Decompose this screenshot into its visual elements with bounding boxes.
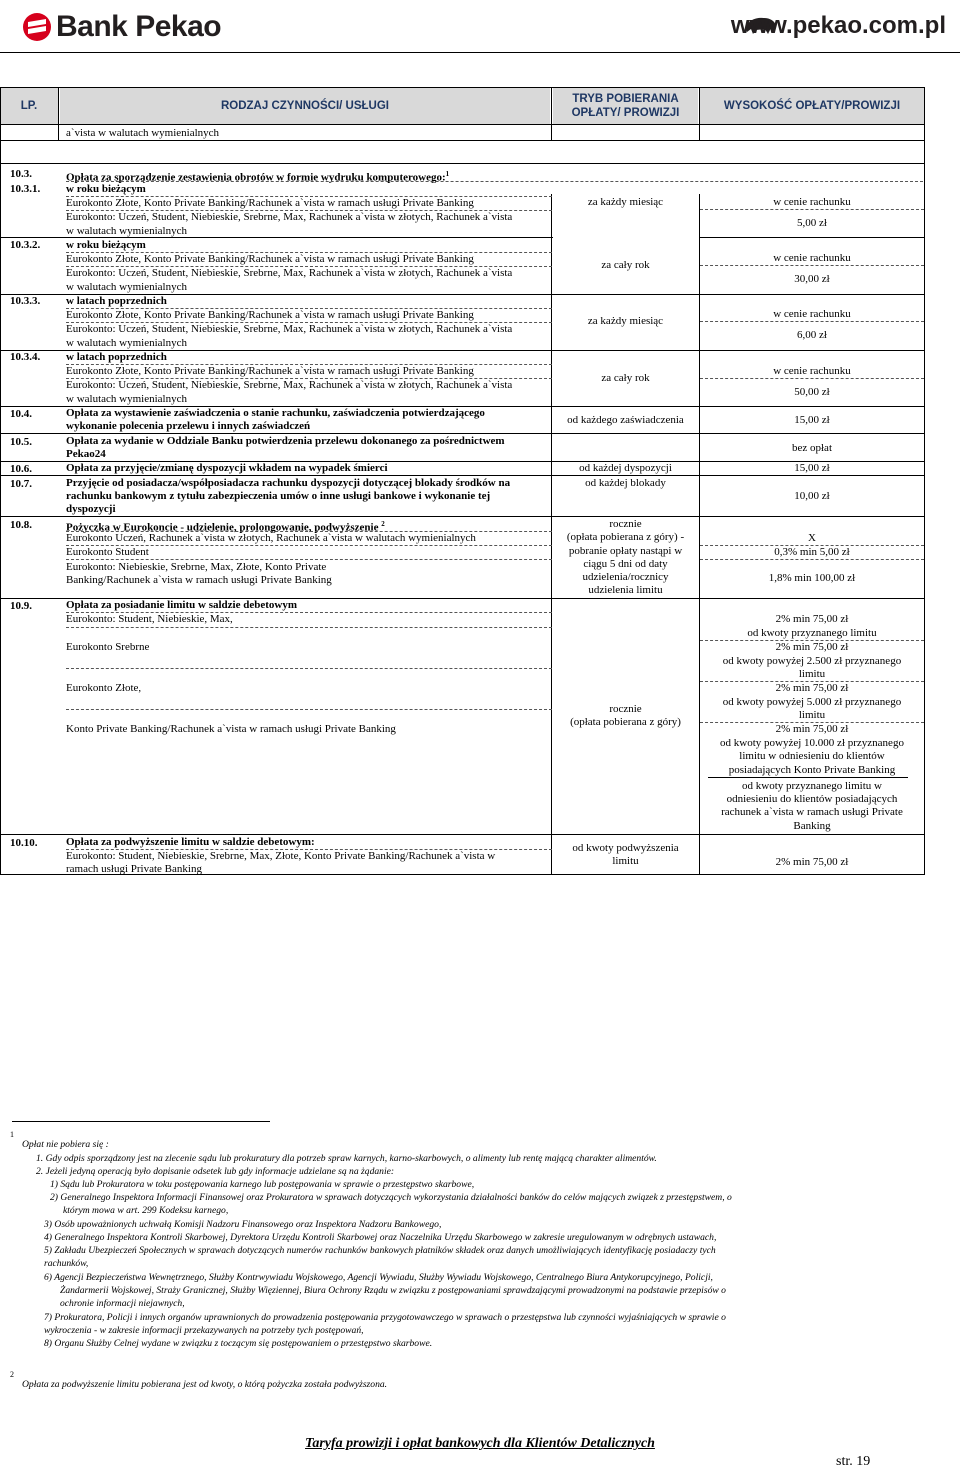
dash-separator xyxy=(700,209,924,210)
fee-value: 15,00 zł xyxy=(794,462,830,474)
account-line: Konto Private Banking/Rachunek a`vista w ramach usługi Private Banking xyxy=(66,723,396,735)
fee-value: 50,00 zł xyxy=(794,386,830,398)
fee-value: w cenie rachunku xyxy=(773,308,851,320)
fee-value: 0,3% min 5,00 zł xyxy=(774,546,850,558)
account-line: ramach usługi Private Banking xyxy=(66,863,202,875)
row-border xyxy=(0,516,924,517)
account-line: w walutach wymienialnych xyxy=(66,393,187,405)
charge-mode: rocznie xyxy=(609,518,642,530)
footnote-line: wykroczenia - w zakresie informacji przekazywanych na potrzeby tych postępowań, xyxy=(44,1325,364,1336)
row-number: 10.5. xyxy=(10,436,32,448)
account-line: Eurokonto Złote, xyxy=(66,682,142,694)
account-line: Eurokonto: Student, Niebieskie, Max, xyxy=(66,613,233,625)
row-title: rachunku bankowym z tytułu zabezpieczenia umów o inne usługi bankowe i wykonanie tej xyxy=(66,490,491,502)
row-number: 10.3. xyxy=(10,168,32,180)
fee-value: 15,00 zł xyxy=(794,414,830,426)
footnote-line: 6) Agencji Bezpieczeństwa Wewnętrznego, Służby Kontrwywiadu Wojskowego, Agencji Wywiadu, Służby Wywiadu Wojskowego, Centralnego Biura Antykorupcyjnego, Policji, xyxy=(44,1272,713,1283)
row-title: wykonanie polecenia przelewu i innych zaświadczeń xyxy=(66,420,311,432)
row-number: 10.7. xyxy=(10,478,32,490)
row-number: 10.8. xyxy=(10,519,32,531)
row-border xyxy=(0,433,924,434)
fee-value: rachunek a`vista w ramach usługi Private xyxy=(721,806,903,818)
account-line: Eurokonto Złote, Konto Private Banking/Rachunek a`vista w ramach usługi Private Banking xyxy=(66,253,474,265)
dash-separator xyxy=(66,559,552,560)
row-number: 10.3.4. xyxy=(10,351,41,363)
row-border xyxy=(699,237,924,238)
row-number: 10.10. xyxy=(10,837,38,849)
footnote-line: 1. Gdy odpis sporządzony jest na zlecenie sądu lub prokuratury dla potrzeb spraw karnych, karno-skarbowych, o alimenty lub rentę mającą charakter alimentów. xyxy=(36,1153,657,1164)
account-line: Banking/Rachunek a`vista w ramach usługi Private Banking xyxy=(66,574,332,586)
fee-value: w cenie rachunku xyxy=(773,196,851,208)
fee-value: Banking xyxy=(793,820,831,832)
charge-mode: udzielenia limitu xyxy=(588,584,663,596)
row-number: 10.3.2. xyxy=(10,239,41,251)
charge-mode: za cały rok xyxy=(601,259,650,271)
footnote-line: Żandarmerii Wojskowej, Straży Granicznej, Służby Więziennej, Biura Ochrony Rządu w związku z postępowaniami sprawdzającymi prowadzonymi na podstawie przepisów o xyxy=(60,1285,726,1296)
fee-value: X xyxy=(808,532,816,544)
footnote-line: 4) Generalnego Inspektora Kontroli Skarbowej, Dyrektora Urzędu Kontroli Skarbowej oraz Naczelnika Urzędu Skarbowego w zakresie uregulowanym w odrębnych ustawach, xyxy=(44,1232,717,1243)
row-title: Przyjęcie od posiadacza/współposiadacza rachunku dyspozycji dotyczącej blokady środków na xyxy=(66,477,511,489)
footnote-line: Opłata za podwyższenie limitu pobierana jest od kwoty, o którą pożyczka została podwyższona. xyxy=(22,1379,388,1390)
row-title: w latach poprzednich xyxy=(66,295,167,307)
account-line: Eurokonto: Student, Niebieskie, Srebrne, Max, Złote, Konto Private Banking/Rachunek a`vista w xyxy=(66,850,496,862)
footnote-mark: 1 xyxy=(10,1130,14,1139)
col-header-lp: LP. xyxy=(0,88,58,124)
account-line: w walutach wymienialnych xyxy=(66,225,187,237)
account-line: Eurokonto Złote, Konto Private Banking/Rachunek a`vista w ramach usługi Private Banking xyxy=(66,309,474,321)
account-line: w walutach wymienialnych xyxy=(66,337,187,349)
footnote-line: 7) Prokuratora, Policji i innych organów uprawnionych do prowadzenia postępowania przygotowawczego w sprawach o przestępstwa lub czynności wyjaśniających w sprawie o xyxy=(44,1312,726,1323)
row-border xyxy=(0,475,924,476)
dash-separator xyxy=(66,709,552,710)
charge-mode: ciągu 5 dni od daty xyxy=(583,558,668,570)
header-rule xyxy=(0,52,960,53)
account-line: Eurokonto Uczeń, Rachunek a`vista w złotych, Rachunek a`vista w walutach wymienialnych xyxy=(66,532,476,544)
row-number: 10.4. xyxy=(10,408,32,420)
table-border xyxy=(58,87,59,141)
footnote-line: którym mowa w art. 299 Kodeksu karnego, xyxy=(63,1205,229,1216)
footnote-line: 5) Zakładu Ubezpieczeń Społecznych w sprawach dotyczących numerów rachunków bankowych płatników składek oraz danych umożliwiających identyfikację posiadaczy tych xyxy=(44,1245,716,1256)
table-border xyxy=(0,163,925,164)
row-border xyxy=(0,834,924,835)
footnote-line: 1) Sądu lub Prokuratora w toku postępowania karnego lub postępowania w sprawie o przestępstwo skarbowe, xyxy=(50,1179,475,1190)
col-header-wysokosc: WYSOKOŚĆ OPŁATY/PROWIZJI xyxy=(700,88,924,124)
footer-title: Taryfa prowizji i opłat bankowych dla Klientów Detalicznych xyxy=(305,1436,655,1451)
row-title: w roku bieżącym xyxy=(66,183,146,195)
account-line: Eurokonto Złote, Konto Private Banking/Rachunek a`vista w ramach usługi Private Banking xyxy=(66,197,474,209)
row-title: Pożyczka w Eurokoncie - udzielenie, prolongowanie, podwyższenie $^2$ xyxy=(66,520,385,534)
dash-separator xyxy=(700,265,924,266)
fee-value: 6,00 zł xyxy=(797,329,827,341)
charge-mode: udzielenia/rocznicy xyxy=(582,571,669,583)
dash-separator xyxy=(66,181,923,182)
charge-mode: za cały rok xyxy=(601,372,650,384)
fee-value: od kwoty powyżej 5.000 zł przyznanego xyxy=(722,696,902,708)
fee-value: 2% min 75,00 zł xyxy=(775,613,849,625)
charge-mode: od każdej blokady xyxy=(585,477,666,489)
fee-value: odniesieniu do klientów posiadających xyxy=(726,793,898,805)
dash-separator xyxy=(66,668,552,669)
table-border xyxy=(551,194,552,875)
fee-value: od kwoty powyżej 10.000 zł przyznanego xyxy=(720,737,904,749)
fee-value: w cenie rachunku xyxy=(773,252,851,264)
account-line: Eurokonto Srebrne xyxy=(66,641,150,653)
page-number: str. 19 xyxy=(836,1454,871,1469)
table-border xyxy=(0,124,925,125)
row-title: Opłata za podwyższenie limitu w saldzie debetowym: xyxy=(66,836,315,848)
row-number: 10.3.1. xyxy=(10,183,41,195)
fee-value: 10,00 zł xyxy=(794,490,830,502)
table-border xyxy=(0,87,1,875)
table-border xyxy=(0,140,925,141)
fee-value: limitu xyxy=(798,709,826,721)
row-number: 10.6. xyxy=(10,463,32,475)
row-title: Opłata za wydanie w Oddziale Banku potwierdzenia przelewu dokonanego za pośrednictwem xyxy=(66,435,505,447)
website-link[interactable]: www.pekao.com.pl xyxy=(730,12,946,39)
fee-value: 2% min 75,00 zł xyxy=(775,856,849,868)
continued-text: a`vista w walutach wymienialnych xyxy=(66,127,220,139)
row-border xyxy=(0,237,553,238)
bank-name: Bank Pekao xyxy=(56,10,222,43)
fee-value: 2% min 75,00 zł xyxy=(775,723,849,735)
footnote-line: rachunków, xyxy=(44,1258,89,1269)
account-line: Eurokonto: Uczeń, Student, Niebieskie, Srebrne, Max, Rachunek a`vista w złotych, Rachunek a`vista xyxy=(66,323,513,335)
fee-value: 2% min 75,00 zł xyxy=(775,682,849,694)
row-title: w latach poprzednich xyxy=(66,351,167,363)
fee-value: 30,00 zł xyxy=(794,273,830,285)
footnote-mark: 2 xyxy=(10,1370,14,1379)
table-border xyxy=(551,87,552,141)
col-header-rodzaj: RODZAJ CZYNNOŚCI/ USŁUGI xyxy=(60,88,550,124)
account-line: Eurokonto: Uczeń, Student, Niebieskie, Srebrne, Max, Rachunek a`vista w złotych, Rachunek a`vista xyxy=(66,211,513,223)
table-border xyxy=(924,87,925,875)
row-number: 10.9. xyxy=(10,600,32,612)
cell-rule xyxy=(708,777,908,778)
row-number: 10.3.3. xyxy=(10,295,41,307)
charge-mode: od kwoty podwyższenia xyxy=(572,842,679,854)
charge-mode: od każdego zaświadczenia xyxy=(567,414,684,426)
row-title: Opłata za wystawienie zaświadczenia o stanie rachunku, zaświadczenia potwierdzającego xyxy=(66,407,485,419)
account-line: Eurokonto: Uczeń, Student, Niebieskie, Srebrne, Max, Rachunek a`vista w złotych, Rachunek a`vista xyxy=(66,267,513,279)
charge-mode: (opłata pobierana z góry) - xyxy=(566,531,685,543)
fee-value: od kwoty przyznanego limitu w xyxy=(742,780,882,792)
fee-value: od kwoty przyznanego limitu xyxy=(747,627,877,639)
row-title: Opłata za posiadanie limitu w saldzie debetowym xyxy=(66,599,298,611)
charge-mode: za każdy miesiąc xyxy=(587,315,664,327)
footnote-line: 3) Osób upoważnionych uchwałą Komisji Nadzoru Finansowego oraz Inspektora Nadzoru Bankowego, xyxy=(44,1219,442,1230)
charge-mode: (opłata pobierana z góry) xyxy=(570,716,681,728)
table-border xyxy=(0,87,925,88)
fee-value: od kwoty powyżej 2.500 zł przyznanego xyxy=(722,655,902,667)
row-title: Opłata za przyjęcie/zmianę dyspozycji wkładem na wypadek śmierci xyxy=(66,462,388,474)
charge-mode: limitu xyxy=(612,855,639,867)
charge-mode: od każdej dyspozycji xyxy=(579,462,672,474)
dash-separator xyxy=(700,378,924,379)
account-line: Eurokonto: Uczeń, Student, Niebieskie, Srebrne, Max, Rachunek a`vista w złotych, Rachunek a`vista xyxy=(66,379,513,391)
footnote-rule xyxy=(12,1121,270,1122)
row-title: w roku bieżącym xyxy=(66,239,146,251)
fee-value: limitu xyxy=(798,668,826,680)
dash-separator xyxy=(700,559,924,560)
fee-value: w cenie rachunku xyxy=(773,365,851,377)
fee-value: posiadających Konto Private Banking xyxy=(728,764,896,776)
footnote-line: ochronie informacji niejawnych, xyxy=(60,1298,185,1309)
charge-mode: pobranie opłaty nastąpi w xyxy=(568,545,683,557)
dash-separator xyxy=(66,627,552,628)
fee-value: limitu w odniesieniu do klientów xyxy=(739,750,885,762)
footnote-line: 8) Organu Służby Celnej wydane w związku z toczącym się postępowaniem o przestępstwo skarbowe. xyxy=(44,1338,433,1349)
fee-value: bez opłat xyxy=(791,442,832,454)
table-border xyxy=(699,87,700,141)
fee-value: 2% min 75,00 zł xyxy=(775,641,849,653)
account-line: w walutach wymienialnych xyxy=(66,281,187,293)
charge-mode: rocznie xyxy=(609,703,642,715)
bank-pekao-logo-icon xyxy=(22,12,52,42)
account-line: Eurokonto: Niebieskie, Srebrne, Max, Złote, Konto Private xyxy=(66,561,327,573)
row-title: dyspozycji xyxy=(66,503,116,515)
row-title: Pekao24 xyxy=(66,448,106,460)
account-line: Eurokonto Student xyxy=(66,546,149,558)
col-header-tryb: TRYB POBIERANIA OPŁATY/ PROWIZJI xyxy=(553,88,698,124)
dash-separator xyxy=(700,321,924,322)
footnote-line: 2) Generalnego Inspektora Informacji Finansowej oraz Prokuratora w sprawach dotyczących wykorzystania działalności banków do celów mających związek z przestępstwem, o xyxy=(50,1192,732,1203)
charge-mode: za każdy miesiąc xyxy=(587,196,664,208)
footnote-title: Opłat nie pobiera się : xyxy=(22,1139,109,1150)
fee-value: 5,00 zł xyxy=(797,217,827,229)
footnote-line: 2. Jeżeli jedyną operacją było dopisanie odsetek lub gdy informacje udzielane są na żądanie: xyxy=(36,1166,395,1177)
row-title: Opłata za sporządzenie zestawienia obrotów w formie wydruku komputerowego:$^1$ xyxy=(66,170,450,184)
fee-value: 1,8% min 100,00 zł xyxy=(768,572,856,584)
account-line: Eurokonto Złote, Konto Private Banking/Rachunek a`vista w ramach usługi Private Banking xyxy=(66,365,474,377)
